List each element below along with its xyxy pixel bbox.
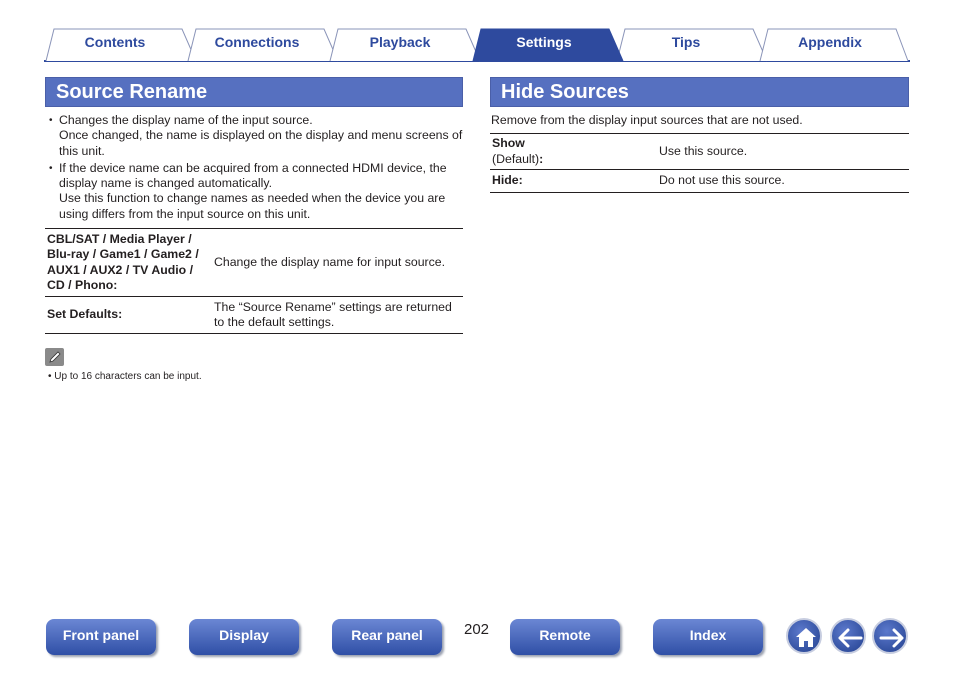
remote-button[interactable]: Remote [510, 619, 620, 655]
table-row [45, 297, 463, 334]
table-key: Show (Default): [490, 134, 657, 170]
table-value: The “Source Rename” settings are returned to the default settings. [212, 297, 463, 334]
table-row [490, 170, 909, 193]
tab-tips[interactable]: Tips [671, 34, 701, 50]
front-panel-button[interactable]: Front panel [46, 619, 156, 655]
tab-connections[interactable]: Connections [214, 34, 300, 50]
tab-appendix[interactable]: Appendix [798, 34, 862, 50]
source-rename-bullets [48, 113, 466, 224]
table-row [45, 229, 463, 297]
back-arrow-icon [835, 623, 865, 653]
tab-playback[interactable]: Playback [369, 34, 431, 50]
index-button[interactable]: Index [653, 619, 763, 655]
table-key: CBL/SAT / Media Player / Blu-ray / Game1 / Game2 / AUX1 / AUX2 / TV Audio / CD / Phono: [45, 229, 212, 297]
home-button[interactable] [786, 618, 822, 654]
rear-panel-button[interactable]: Rear panel [332, 619, 442, 655]
back-button[interactable] [830, 618, 866, 654]
table-value: Use this source. [657, 134, 909, 170]
table-value: Change the display name for input source. [212, 229, 463, 297]
forward-button[interactable] [872, 618, 908, 654]
source-rename-title: Source Rename [45, 77, 463, 107]
home-icon [791, 623, 821, 653]
top-tab-bar [44, 27, 910, 62]
table-row [490, 134, 909, 170]
tab-settings[interactable]: Settings [516, 34, 572, 50]
table-key: Set Defaults: [45, 297, 212, 334]
tab-contents[interactable]: Contents [84, 34, 146, 50]
bullet-item: • If the device name can be acquired from a connected HDMI device, the display name is changed automatically. Use this function to change names as needed when the device you are using differs from the input source on this unit. [48, 161, 466, 222]
display-button[interactable]: Display [189, 619, 299, 655]
hide-sources-title: Hide Sources [490, 77, 909, 107]
pencil-note-icon [45, 348, 64, 366]
page-number: 202 [464, 621, 490, 638]
hide-sources-intro: Remove from the display input sources that are not used. [491, 113, 803, 127]
table-key: Hide: [490, 170, 657, 193]
hide-sources-table [490, 133, 909, 193]
table-value: Do not use this source. [657, 170, 909, 193]
note-text: • Up to 16 characters can be input. [48, 371, 202, 382]
forward-arrow-icon [877, 623, 907, 653]
source-rename-table [45, 228, 463, 334]
bullet-item: • Changes the display name of the input source. Once changed, the name is displayed on the display and menu screens of this unit. [48, 113, 466, 159]
